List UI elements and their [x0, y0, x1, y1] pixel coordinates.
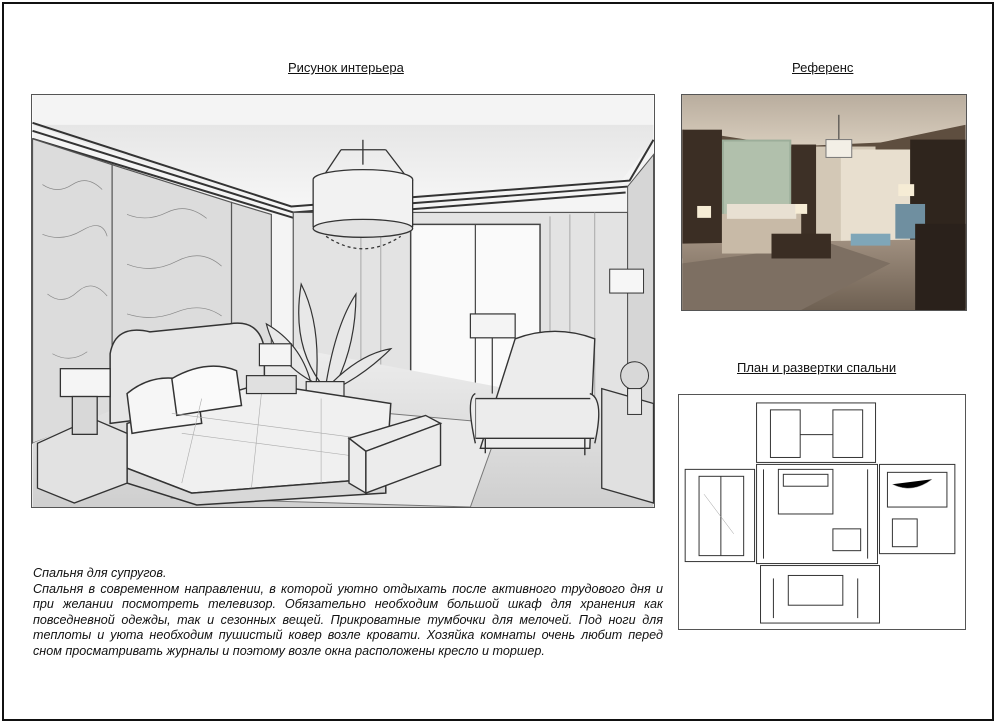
room-description: [33, 566, 663, 660]
reference-photo-image: [682, 95, 966, 310]
interior-sketch: [31, 94, 655, 508]
description-title: Спальня для супругов.: [33, 566, 167, 580]
reference-caption: Референс: [792, 60, 854, 75]
reference-photo: [681, 94, 967, 311]
interior-sketch-drawing: [32, 95, 654, 507]
plan-caption: План и развертки спальни: [737, 360, 897, 375]
floor-plan: [678, 394, 966, 630]
description-body: Спальня в современном направлении, в которой уютно отдыхать после активного трудового дня и при желании посмотреть телевизор. Обязательно необходим большой шкаф для хранения как повседневной одежды, так и сезонных вещей. Прикроватные тумбочки для мелочей. Под ноги для теплоты и уюта необходим пушистый ковер возле кровати. Хозяйка комнаты очень любит перед сном просматривать журналы и поэтому возле окна расположены кресло и торшер.: [33, 581, 663, 658]
floor-plan-drawing: [679, 395, 965, 629]
sketch-caption: Рисунок интерьера: [288, 60, 404, 75]
